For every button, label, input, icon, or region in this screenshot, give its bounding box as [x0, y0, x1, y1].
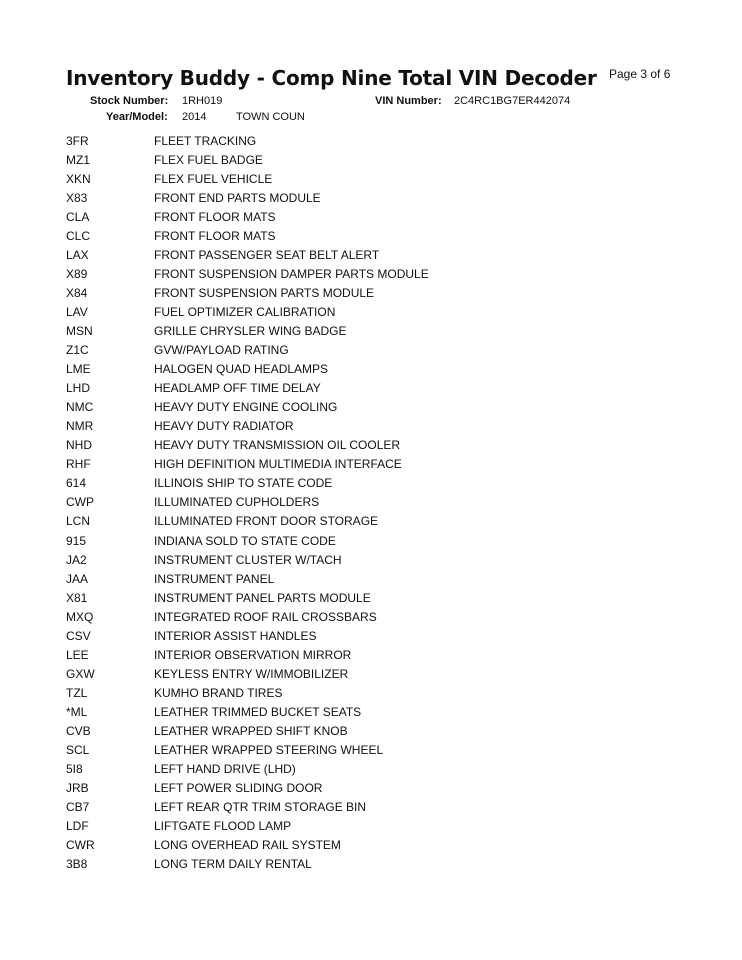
document-title: Inventory Buddy - Comp Nine Total VIN Decoder [66, 66, 597, 90]
model-value: TOWN COUN [236, 111, 305, 123]
option-code: CLC [66, 228, 91, 243]
option-code: JA2 [66, 552, 87, 567]
option-row [66, 245, 429, 264]
option-code: XKN [66, 171, 91, 186]
option-code: GXW [66, 666, 95, 681]
option-description: INTEGRATED ROOF RAIL CROSSBARS [154, 609, 377, 624]
option-code: NHD [66, 438, 92, 453]
option-description: INSTRUMENT PANEL PARTS MODULE [154, 590, 371, 605]
option-row [66, 474, 429, 493]
option-row [66, 302, 429, 321]
option-description: ILLINOIS SHIP TO STATE CODE [154, 476, 333, 491]
year-model-label: Year/Model: [106, 111, 168, 123]
option-code: 614 [66, 476, 87, 491]
option-row [66, 360, 429, 379]
option-code: 3B8 [66, 857, 88, 872]
option-row [66, 226, 429, 245]
option-code: CB7 [66, 800, 90, 815]
option-row [66, 836, 429, 855]
option-row [66, 607, 429, 626]
option-description: INTERIOR OBSERVATION MIRROR [154, 647, 352, 662]
option-code: JRB [66, 781, 89, 796]
option-description: LEFT REAR QTR TRIM STORAGE BIN [154, 800, 367, 815]
option-code: MXQ [66, 609, 94, 624]
option-description: FRONT FLOOR MATS [154, 209, 276, 224]
option-description: ILLUMINATED FRONT DOOR STORAGE [154, 514, 379, 529]
option-row [66, 760, 429, 779]
option-row [66, 664, 429, 683]
option-description: LEFT POWER SLIDING DOOR [154, 781, 323, 796]
option-row [66, 626, 429, 645]
option-code: X84 [66, 285, 88, 300]
option-description: FRONT PASSENGER SEAT BELT ALERT [154, 247, 380, 262]
option-row [66, 645, 429, 664]
option-code: *ML [66, 704, 88, 719]
option-row [66, 150, 429, 169]
year-value: 2014 [182, 111, 207, 123]
option-description: FLEET TRACKING [154, 133, 257, 148]
option-row [66, 455, 429, 474]
option-row [66, 131, 429, 150]
option-row [66, 493, 429, 512]
option-code: LEE [66, 647, 89, 662]
option-code: 5I8 [66, 762, 83, 777]
option-row [66, 417, 429, 436]
option-description: LONG OVERHEAD RAIL SYSTEM [154, 838, 341, 853]
option-description: LEATHER WRAPPED STEERING WHEEL [154, 743, 384, 758]
option-description: INSTRUMENT PANEL [154, 571, 275, 586]
stock-number-label: Stock Number: [90, 95, 169, 107]
option-description: INTERIOR ASSIST HANDLES [154, 628, 317, 643]
option-code: NMR [66, 419, 94, 434]
option-code: RHF [66, 457, 91, 472]
option-code: CVB [66, 723, 91, 738]
option-code: CLA [66, 209, 90, 224]
option-description: FLEX FUEL BADGE [154, 152, 263, 167]
option-description: HIGH DEFINITION MULTIMEDIA INTERFACE [154, 457, 402, 472]
option-code: X81 [66, 590, 88, 605]
option-description: FRONT END PARTS MODULE [154, 190, 321, 205]
page-number: Page 3 of 6 [609, 67, 671, 81]
option-description: FRONT SUSPENSION DAMPER PARTS MODULE [154, 266, 429, 281]
option-description: KEYLESS ENTRY W/IMMOBILIZER [154, 666, 349, 681]
option-code: 3FR [66, 133, 89, 148]
option-code: CSV [66, 628, 91, 643]
option-code: NMC [66, 400, 94, 415]
option-row [66, 550, 429, 569]
option-code: LAX [66, 247, 89, 262]
option-row [66, 779, 429, 798]
option-code: SCL [66, 743, 90, 758]
option-description: HALOGEN QUAD HEADLAMPS [154, 362, 329, 377]
option-row [66, 588, 429, 607]
option-description: LONG TERM DAILY RENTAL [154, 857, 312, 872]
option-row [66, 264, 429, 283]
option-description: GVW/PAYLOAD RATING [154, 343, 289, 358]
option-description: FLEX FUEL VEHICLE [154, 171, 273, 186]
option-code: MZ1 [66, 152, 90, 167]
option-description: LEATHER TRIMMED BUCKET SEATS [154, 704, 362, 719]
option-row [66, 207, 429, 226]
option-code: JAA [66, 571, 89, 586]
option-description: HEAVY DUTY ENGINE COOLING [154, 400, 338, 415]
option-description: HEADLAMP OFF TIME DELAY [154, 381, 321, 396]
option-row [66, 531, 429, 550]
option-row [66, 798, 429, 817]
option-description: FRONT FLOOR MATS [154, 228, 276, 243]
option-code: MSN [66, 323, 93, 338]
option-row [66, 379, 429, 398]
option-row [66, 188, 429, 207]
option-row [66, 683, 429, 702]
option-code: LCN [66, 514, 91, 529]
stock-number-value: 1RH019 [182, 95, 223, 107]
option-description: FUEL OPTIMIZER CALIBRATION [154, 304, 336, 319]
option-code: LME [66, 362, 91, 377]
option-description: KUMHO BRAND TIRES [154, 685, 283, 700]
option-row [66, 321, 429, 340]
option-row [66, 721, 429, 740]
option-row [66, 341, 429, 360]
vin-number-value: 2C4RC1BG7ER442074 [454, 95, 571, 107]
option-row [66, 512, 429, 531]
option-description: GRILLE CHRYSLER WING BADGE [154, 323, 347, 338]
vin-number-label: VIN Number: [375, 95, 442, 107]
option-code: LAV [66, 304, 88, 319]
option-row [66, 702, 429, 721]
option-description: ILLUMINATED CUPHOLDERS [154, 495, 320, 510]
option-description: LIFTGATE FLOOD LAMP [154, 819, 292, 834]
option-code: 915 [66, 533, 87, 548]
option-code: Z1C [66, 343, 89, 358]
option-row [66, 169, 429, 188]
option-description: INDIANA SOLD TO STATE CODE [154, 533, 336, 548]
option-row [66, 569, 429, 588]
option-description: LEFT HAND DRIVE (LHD) [154, 762, 296, 777]
option-row [66, 398, 429, 417]
option-description: INSTRUMENT CLUSTER W/TACH [154, 552, 342, 567]
option-row [66, 436, 429, 455]
option-row [66, 855, 429, 874]
option-row [66, 741, 429, 760]
option-code-list [66, 131, 429, 874]
option-code: X89 [66, 266, 88, 281]
option-row [66, 817, 429, 836]
option-description: HEAVY DUTY RADIATOR [154, 419, 294, 434]
option-code: TZL [66, 685, 88, 700]
option-description: FRONT SUSPENSION PARTS MODULE [154, 285, 375, 300]
option-row [66, 283, 429, 302]
option-code: LHD [66, 381, 91, 396]
option-code: CWP [66, 495, 94, 510]
option-code: X83 [66, 190, 88, 205]
option-description: HEAVY DUTY TRANSMISSION OIL COOLER [154, 438, 401, 453]
option-code: LDF [66, 819, 89, 834]
option-description: LEATHER WRAPPED SHIFT KNOB [154, 723, 348, 738]
option-code: CWR [66, 838, 95, 853]
